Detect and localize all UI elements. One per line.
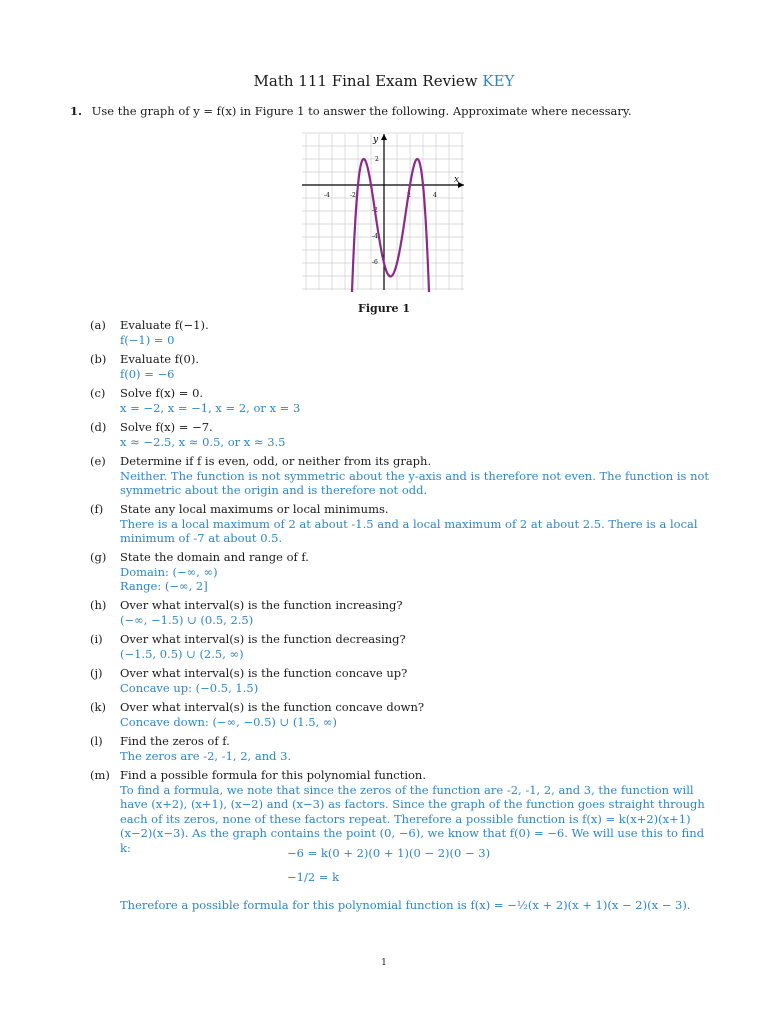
part-question: State the domain and range of f. bbox=[120, 550, 309, 564]
y-tick-label: -4 bbox=[372, 233, 378, 240]
part-label: (i) bbox=[90, 632, 103, 646]
part-label: (l) bbox=[90, 734, 103, 748]
conclusion: Therefore a possible formula for this polynomial function is f(x) = −½(x + 2)(x + 1)(x − 2)(x − 3). bbox=[120, 898, 691, 912]
part-label: (c) bbox=[90, 386, 106, 400]
y-tick-label: -6 bbox=[372, 259, 378, 266]
part-item bbox=[90, 598, 710, 627]
function-curve bbox=[351, 159, 429, 292]
part-label: (m) bbox=[90, 768, 110, 782]
y-axis-label: y bbox=[373, 135, 379, 145]
part-question: Solve f(x) = −7. bbox=[120, 420, 213, 434]
part-answer: Concave down: (−∞, −0.5) ∪ (1.5, ∞) bbox=[120, 714, 337, 729]
part-label: (f) bbox=[90, 502, 104, 516]
y-axis-arrow bbox=[381, 134, 387, 140]
part-item bbox=[90, 768, 710, 855]
part-label: (b) bbox=[90, 352, 107, 366]
x-tick-label: 2 bbox=[407, 192, 411, 199]
part-item bbox=[90, 386, 710, 415]
part-question: Over what interval(s) is the function increasing? bbox=[120, 598, 403, 612]
part-answer: Domain: (−∞, ∞) bbox=[120, 564, 218, 579]
part-question: Evaluate f(−1). bbox=[120, 318, 209, 332]
part-item bbox=[90, 734, 710, 763]
part-answer: f(0) = −6 bbox=[120, 366, 175, 381]
x-tick-label: -2 bbox=[350, 192, 356, 199]
part-label: (h) bbox=[90, 598, 107, 612]
figure-caption: Figure 1 bbox=[358, 302, 410, 315]
part-item bbox=[90, 352, 710, 381]
x-axis-label: x bbox=[454, 175, 460, 185]
key-label: KEY bbox=[482, 72, 515, 90]
part-answer: The zeros are -2, -1, 2, and 3. bbox=[120, 748, 292, 763]
graph-grid bbox=[302, 133, 464, 290]
part-answer: f(−1) = 0 bbox=[120, 332, 175, 347]
part-label: (d) bbox=[90, 420, 107, 434]
equation-line-1: −6 = k(0 + 2)(0 + 1)(0 − 2)(0 − 3) bbox=[287, 846, 491, 860]
part-question: Over what interval(s) is the function concave up? bbox=[120, 666, 408, 680]
part-answer: (−1.5, 0.5) ∪ (2.5, ∞) bbox=[120, 646, 244, 661]
part-question: Over what interval(s) is the function concave down? bbox=[120, 700, 425, 714]
part-question: Find the zeros of f. bbox=[120, 734, 230, 748]
question-prompt: Use the graph of y = f(x) in Figure 1 to answer the following. Approximate where necessary. bbox=[91, 104, 632, 118]
figure-1-graph bbox=[300, 132, 466, 292]
part-label: (a) bbox=[90, 318, 106, 332]
part-item bbox=[90, 502, 710, 546]
x-tick-label: 4 bbox=[433, 192, 437, 199]
page-title bbox=[0, 72, 768, 90]
equation-line-2: −1/2 = k bbox=[287, 870, 340, 884]
part-question: Over what interval(s) is the function decreasing? bbox=[120, 632, 406, 646]
part-question: Find a possible formula for this polynomial function. bbox=[120, 768, 426, 782]
part-answer: Concave up: (−0.5, 1.5) bbox=[120, 680, 259, 695]
part-answer: (−∞, −1.5) ∪ (0.5, 2.5) bbox=[120, 612, 254, 627]
y-tick-label: -2 bbox=[372, 207, 378, 214]
part-label: (j) bbox=[90, 666, 103, 680]
part-answer: To find a formula, we note that since the zeros of the function are -2, -1, 2, and 3, the function will have (x+2), (x+1), (x−2) and (x−3) as factors. Since the graph of the function goes straight through each of its zeros, none of these factors repeat. Therefore a possible function is f(x) = k(x+2)(x+1)(x−2)(x−3). As the graph contains the point (0, −6), we know that f(0) = −6. We will use this to find k: bbox=[120, 782, 705, 855]
page-number: 1 bbox=[381, 958, 387, 968]
part-item bbox=[90, 700, 710, 729]
part-answer: x = −2, x = −1, x = 2, or x = 3 bbox=[120, 400, 301, 415]
part-question: State any local maximums or local minimums. bbox=[120, 502, 389, 516]
x-tick-label: -4 bbox=[324, 192, 330, 199]
title-text: Math 111 Final Exam Review bbox=[253, 72, 478, 90]
part-label: (g) bbox=[90, 550, 107, 564]
part-item bbox=[90, 318, 710, 347]
part-label: (e) bbox=[90, 454, 106, 468]
part-label: (k) bbox=[90, 700, 106, 714]
part-item bbox=[90, 420, 710, 449]
part-item bbox=[90, 550, 710, 594]
part-answer: Range: (−∞, 2] bbox=[120, 579, 208, 593]
part-item bbox=[90, 632, 710, 661]
part-question: Determine if f is even, odd, or neither from its graph. bbox=[120, 454, 432, 468]
part-answer: Neither. The function is not symmetric about the y-axis and is therefore not even. The function is not symmetric about the origin and is therefore not odd. bbox=[120, 468, 710, 497]
question-number: 1. bbox=[70, 104, 83, 118]
part-question: Evaluate f(0). bbox=[120, 352, 199, 366]
y-tick-label: 2 bbox=[375, 156, 379, 163]
part-item bbox=[90, 454, 710, 498]
part-item bbox=[90, 666, 710, 695]
question-1 bbox=[70, 104, 632, 118]
part-answer: There is a local maximum of 2 at about -1.5 and a local maximum of 2 at about 2.5. There is a local minimum of -7 at about 0.5. bbox=[120, 516, 698, 545]
part-answer: x ≈ −2.5, x ≈ 0.5, or x ≈ 3.5 bbox=[120, 434, 286, 449]
part-question: Solve f(x) = 0. bbox=[120, 386, 204, 400]
